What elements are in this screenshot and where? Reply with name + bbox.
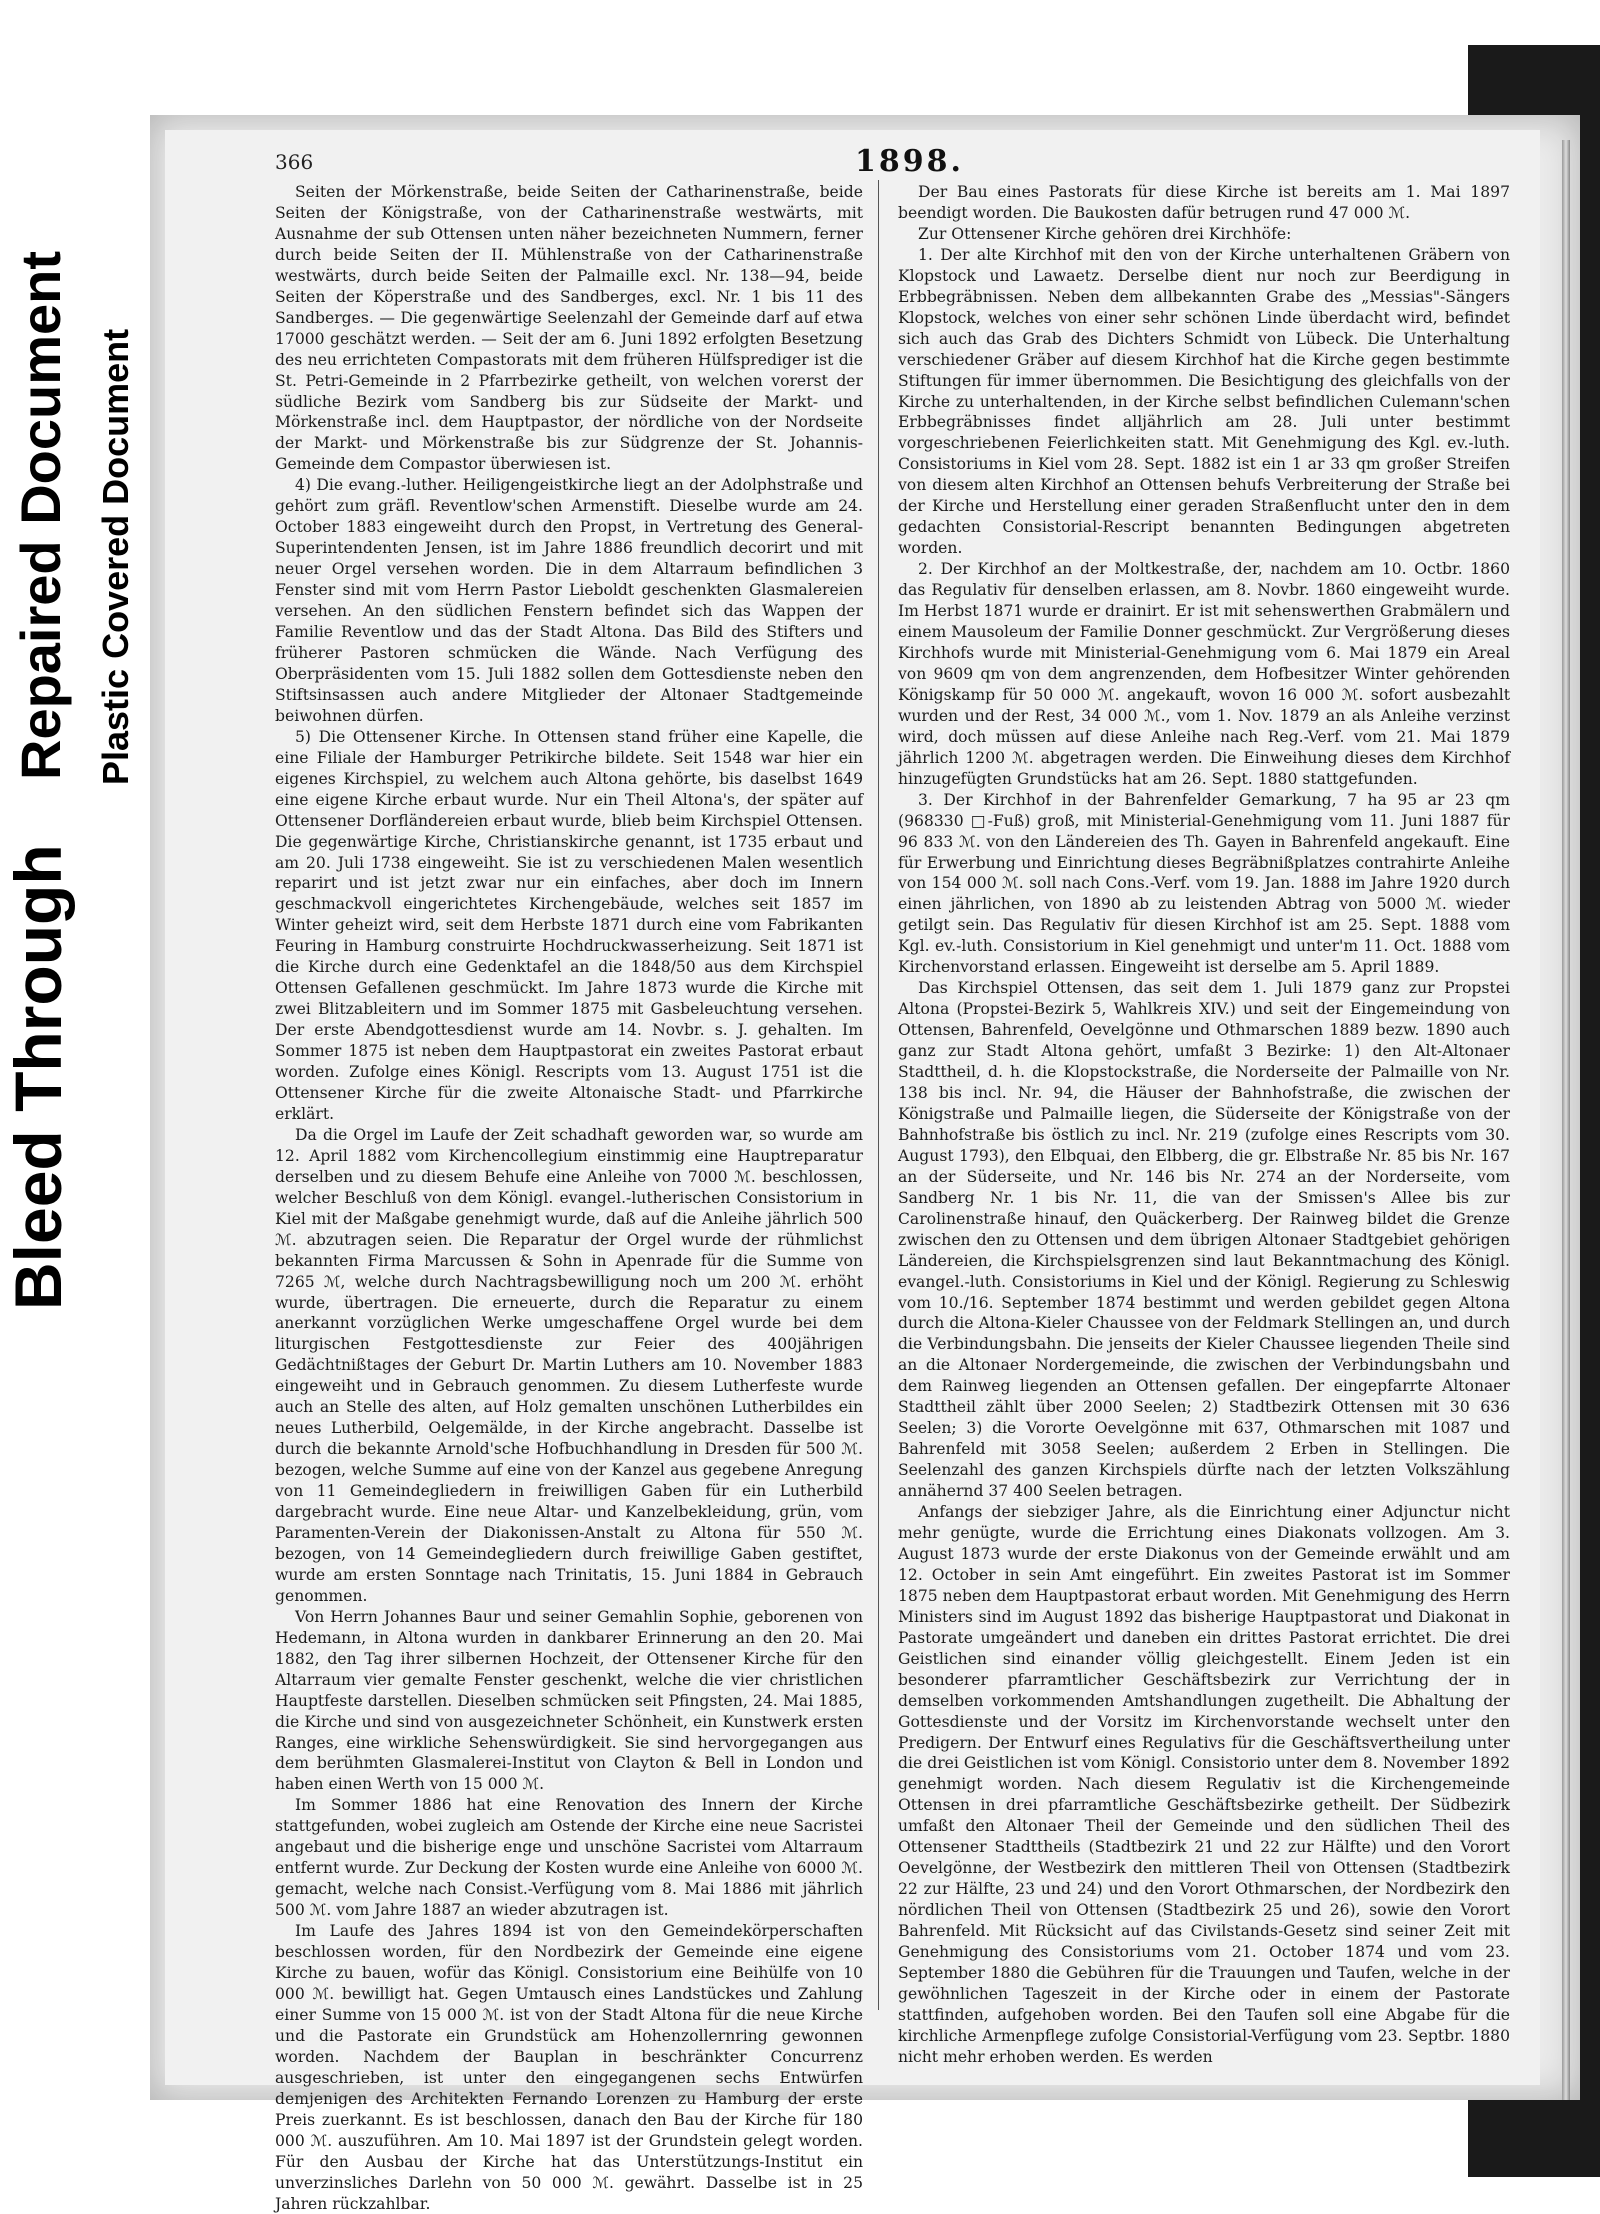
text-column-right [898, 182, 1510, 2066]
paragraph: 3. Der Kirchhof in der Bahrenfelder Gemarkung, 7 ha 95 ar 23 qm (968330 □-Fuß) groß, mit Ministerial-Genehmigung vom 11. Juni 1887 für 96 833 ℳ. von den Ländereien des Th. Gayen in Bahrenfeld angekauft. Eine für Erwerbung und Einrichtung dieses Begräbnißplatzes contrahirte Anleihe von 154 000 ℳ. soll nach Cons.-Verf. vom 19. Jan. 1888 im Jahre 1920 durch einen jährlichen, von 1890 ab zu leistenden Abtrag von 5000 ℳ. wieder getilgt sein. Das Regulativ für diesen Kirchhof ist am 25. Sept. 1888 vom Kgl. ev.-luth. Consistorium in Kiel genehmigt und unter'm 11. Oct. 1888 vom Kirchenvorstand erlassen. Eingeweiht ist derselbe am 5. April 1889. [898, 790, 1510, 977]
paragraph: 2. Der Kirchhof an der Moltkestraße, der, nachdem am 10. Octbr. 1860 das Regulativ für denselben erlassen, am 8. Novbr. 1860 eingeweiht wurde. Im Herbst 1871 wurde er drainirt. Er ist mit sehenswerthen Grabmälern und einem Mausoleum der Familie Donner geschmückt. Zur Vergrößerung dieses Kirchhofs wurde mit Ministerial-Genehmigung vom 6. Mai 1879 ein Areal von 9609 qm von dem angrenzenden, dem Hofbesitzer Winter gehörenden Königskamp für 50 000 ℳ. angekauft, wovon 16 000 ℳ. sofort ausbezahlt wurden und der Rest, 34 000 ℳ., vom 1. Nov. 1879 an als Anleihe verzinst wird, doch müssen auf diese Anleihe nach Reg.-Verf. vom 21. Mai 1879 jährlich 1200 ℳ. abgetragen werden. Die Einweihung dieses dem Kirchhof hinzugefügten Grundstücks hat am 26. Sept. 1880 stattgefunden. [898, 560, 1510, 788]
paragraph: 4) Die evang.-luther. Heiligengeistkirche liegt an der Adolphstraße und gehört zum gräfl. Reventlow'schen Armenstift. Dieselbe wurde am 24. October 1883 eingeweiht durch den Propst, in Vertretung des General-Superintendenten Jensen, ist im Jahre 1886 freundlich decorirt und mit neuer Orgel versehen worden. Die in dem Altarraum befindlichen 3 Fenster sind mit vom Herrn Pastor Lieboldt geschenkten Glasmalereien versehen. An den südlichen Fenstern befindet sich das Wappen der Familie Reventlow und das der Stadt Altona. Das Bild des Stifters und früherer Pastoren schmücken die Wände. Nach Verfügung des Oberpräsidenten vom 15. Juli 1882 sollen dem Gottesdienste neben den Stiftsinsassen auch andere Mitglieder der Altonaer Stadtgemeinde beiwohnen dürfen. [275, 476, 863, 725]
paragraph: Im Laufe des Jahres 1894 ist von den Gemeindekörperschaften beschlossen worden, für den Nordbezirk der Gemeinde eine eigene Kirche zu bauen, wofür das Königl. Consistorium eine Beihülfe von 10 000 ℳ. bewilligt hat. Gegen Umtausch eines Landstückes und Zahlung einer Summe von 15 000 ℳ. ist von der Stadt Altona für die neue Kirche und die Pastorate ein Grundstück am Hohenzollernring gewonnen worden. Nachdem der Bauplan in beschränkter Concurrenz ausgeschrieben, ist unter den eingegangenen sechs Entwürfen demjenigen des Architekten Fernando Lorenzen zu Hamburg der erste Preis zuerkannt. Es ist beschlossen, danach den Bau der Kirche für 180 000 ℳ. auszuführen. Am 10. Mai 1897 ist der Grundstein gelegt worden. Für den Ausbau der Kirche hat das Unterstützungs-Institut ein unverzinsliches Darlehn von 50 000 ℳ. gewährt. Dasselbe ist in 25 Jahren rückzahlbar. [275, 1922, 863, 2213]
paragraph: Das Kirchspiel Ottensen, das seit dem 1. Juli 1879 ganz zur Propstei Altona (Propstei-Bezirk 5, Wahlkreis XIV.) und seit der Eingemeindung von Ottensen, Bahrenfeld, Oevelgönne und Othmarschen 1889 bezw. 1890 auch ganz zur Stadt Altona gehört, umfaßt 3 Bezirke: 1) den Alt-Altonaer Stadttheil, d. h. die Klopstockstraße, die Norderseite der Palmaille von Nr. 138 bis incl. Nr. 94, die Häuser der Bahnhofstraße, die zwischen der Königstraße und Palmaille liegen, die Süderseite der Königstraße von der Bahnhofstraße bis östlich zu incl. Nr. 219 (zufolge eines Rescripts vom 30. August 1793), den Elbquai, den Elbberg, die gr. Elbstraße Nr. 85 bis Nr. 167 an der Süderseite, und Nr. 146 bis Nr. 274 an der Norderseite, vom Sandberg Nr. 1 bis Nr. 11, die van der Smissen's Allee bis zur Carolinenstraße hinauf, den Quäckerberg. Der Rainweg bildet die Grenze zwischen den zu Ottensen und dem übrigen Altonaer Stadtgebiet gehörigen Ländereien, die Kirchspielsgrenzen sind laut Bekanntmachung des Königl. evangel.-luth. Consistoriums in Kiel und der Königl. Regierung zu Schleswig vom 10./16. September 1874 bestimmt und werden gebildet gegen Altona durch die Altona-Kieler Chaussee von der Feldmark Stellingen an, und durch die Verbindungsbahn. Die jenseits der Kieler Chaussee liegenden Theile sind an die Altonaer Nordergemeinde, die zwischen der Verbindungsbahn und dem Rainweg liegenden an Ottensen gefallen. Der eingepfarrte Altonaer Stadttheil zählt über 2000 Seelen; 2) Stadtbezirk Ottensen mit 30 636 Seelen; 3) die Vororte Oevelgönne mit 637, Othmarschen mit 1087 und Bahrenfeld mit 3058 Seelen; außerdem 2 Erben in Stellingen. Die Seelenzahl des ganzen Kirchspiels dürfte nach der letzten Volkszählung annähernd 37 400 Seelen betragen. [898, 979, 1510, 1501]
paragraph: 5) Die Ottensener Kirche. In Ottensen stand früher eine Kapelle, die eine Filiale der Hamburger Petrikirche bildete. Seit 1548 war hier ein eigenes Kirchspiel, zu welchem auch Altona gehörte, bis daselbst 1649 eine eigene Kirche erbaut wurde. Nur ein Theil Altona's, der später auf Ottensener Dorfländereien erbaut wurde, blieb beim Kirchspiel Ottensen. Die gegenwärtige Kirche, Christianskirche genannt, ist 1735 erbaut und am 20. Juli 1738 eingeweiht. Sie ist zu verschiedenen Malen wesentlich reparirt und ist jetzt zwar nur ein einfaches, aber doch im Innern geschmackvoll eingerichtetes Kirchengebäude, welches seit 1857 im Winter geheizt wird, seit dem Herbste 1871 durch eine vom Fabrikanten Feuring in Hamburg construirte Hochdruckwasserheizung. Seit 1871 ist die Kirche durch eine Gedenktafel an die 1848/50 aus dem Kirchspiel Ottensen Gefallenen geschmückt. Im Jahre 1873 wurde die Kirche mit zwei Blitzableitern und im Sommer 1875 mit Gasbeleuchtung versehen. Der erste Abendgottesdienst wurde am 14. Novbr. s. J. gehalten. Im Sommer 1875 ist neben dem Hauptpastorat ein zweites Pastorat erbaut worden. Zufolge eines Königl. Rescripts vom 13. August 1751 ist die Ottensener Kirche für die zweite Altonaische Stadt- und Pfarrkirche erklärt. [275, 727, 863, 1123]
paragraph: Im Sommer 1886 hat eine Renovation des Innern der Kirche stattgefunden, wobei zugleich am Ostende der Kirche eine neue Sacristei angebaut und die bisherige enge und unschöne Sacristei vom Altarraum entfernt wurde. Zur Deckung der Kosten wurde eine Anleihe von 6000 ℳ. gemacht, welche nach Consist.-Verfügung vom 8. Mai 1886 mit jährlich 500 ℳ. vom Jahre 1887 an wieder abzutragen ist. [275, 1796, 863, 1920]
page-number: 366 [275, 150, 314, 174]
text-column-left [275, 182, 863, 2213]
plastic-covered-label: Plastic Covered Document [95, 328, 136, 785]
paragraph: Von Herrn Johannes Baur und seiner Gemahlin Sophie, geborenen von Hedemann, in Altona wurden in dankbarer Erinnerung an den 20. Mai 1882, den Tag ihrer silbernen Hochzeit, der Ottensener Kirche für den Altarraum vier gemalte Fenster geschenkt, welche die vier christlichen Hauptfeste darstellen. Dieselben schmücken seit Pfingsten, 24. Mai 1885, die Kirche und sind von ausgezeichneter Schönheit, ein Kunstwerk ersten Ranges, eine wirkliche Sehenswürdigkeit. Sie sind hervorgegangen aus dem berühmten Glasmalerei-Institut von Clayton & Bell in London und haben einen Werth von 15 000 ℳ. [275, 1607, 863, 1794]
paragraph: Seiten der Mörkenstraße, beide Seiten der Catharinenstraße, beide Seiten der Königstraße, von der Catharinenstraße westwärts, mit Ausnahme der sub Ottensen unten näher bezeichneten Nummern, ferner durch beide Seiten der II. Mühlenstraße von der Catharinenstraße westwärts, durch beide Seiten der Palmaille excl. Nr. 138—94, beide Seiten der Köperstraße und des Sandberges, excl. Nr. 1 bis 11 des Sandberges. — Die gegenwärtige Seelenzahl der Gemeinde darf auf etwa 17000 geschätzt werden. — Seit der am 6. Juni 1892 erfolgten Besetzung des neu errichteten Compastorats mit dem früheren Hülfsprediger ist die St. Petri-Gemeinde in 2 Pfarrbezirke getheilt, von welchen vorerst der südliche Bezirk vom Sandberg bis zur Südseite der Markt- und Mörkenstraße incl. dem Hauptpastor, der nördliche von der Nordseite der Markt- und Mörkenstraße bis zur Südgrenze der St. Johannis-Gemeinde dem Compastor überwiesen ist. [275, 183, 863, 474]
paragraph: Da die Orgel im Laufe der Zeit schadhaft geworden war, so wurde am 12. April 1882 vom Kirchencollegium einstimmig eine Hauptreparatur derselben und zu diesem Behufe eine Anleihe von 7000 ℳ. beschlossen, welcher Beschluß von dem Königl. evangel.-lutherischen Consistorium in Kiel mit der Maßgabe genehmigt wurde, daß auf die Anleihe jährlich 500 ℳ. abzutragen seien. Die Reparatur der Orgel wurde der rühmlichst bekannten Firma Marcussen & Sohn in Apenrade für die Summe von 7265 ℳ, welche durch Nachtragsbewilligung noch um 200 ℳ. erhöht wurde, übertragen. Die erneuerte, durch die Reparatur zu einem anerkannt vorzüglichen Werke umgeschaffene Orgel wurde bei dem liturgischen Festgottesdienste zur Feier des 400jährigen Gedächtnißtages der Geburt Dr. Martin Luthers am 10. November 1883 eingeweiht und in Gebrauch genommen. Zu diesem Lutherfeste wurde auch an Stelle des alten, auf Holz gemalten unschönen Lutherbildes ein neues Lutherbild, Oelgemälde, in der Kirche angebracht. Dasselbe ist durch die bekannte Arnold'sche Hofbuchhandlung in Dresden für 500 ℳ. bezogen, welche Summe auf eine von der Kanzel aus gegebene Anregung von 11 Gemeindegliedern in freiwilligen Gaben für ein Lutherbild dargebracht wurde. Eine neue Altar- und Kanzelbekleidung, grün, vom Paramenten-Verein der Diakonissen-Anstalt zu Altona für 550 ℳ. bezogen, von 14 Gemeindegliedern durch freiwillige Gaben gestiftet, wurde am ersten Sonntage nach Trinitatis, 15. Juni 1884 in Gebrauch genommen. [275, 1125, 863, 1605]
paragraph: 1. Der alte Kirchhof mit den von der Kirche unterhaltenen Gräbern von Klopstock und Lawaetz. Derselbe dient nur noch zur Beerdigung in Erbbegräbnissen. Neben dem allbekannten Grabe des „Messias"-Sängers Klopstock, welches von einer sehr schönen Linde überdacht wird, befindet sich auch das Grab des Dichters Schmidt von Lübeck. Die Unterhaltung verschiedener Gräber auf diesem Kirchhof hat die Kirche gegen bestimmte Stiftungen für immer übernommen. Die Besichtigung des gleichfalls von der Kirche zu unterhaltenden, in der Kirche selbst befindlichen Culemann'schen Erbbegräbnisses findet alljährlich am 28. Juli unter bestimmt vorgeschriebenen Feierlichkeiten statt. Mit Genehmigung des Kgl. ev.-luth. Consistoriums in Kiel vom 28. Sept. 1882 ist ein 1 ar 33 qm großer Streifen von diesem alten Kirchhof an Ottensen behufs Verbreiterung der Straße bei der Kirche und Herstellung einer geraden Straßenflucht unter den in dem gedachten Consistorial-Rescript benannten Bedingungen abgetreten worden. [898, 245, 1510, 558]
paragraph: Zur Ottensener Kirche gehören drei Kirchhöfe: [918, 224, 1292, 243]
paragraph: Der Bau eines Pastorats für diese Kirche ist bereits am 1. Mai 1897 beendigt worden. Die Baukosten dafür betrugen rund 47 000 ℳ. [898, 183, 1510, 222]
sheet-edge [1562, 140, 1570, 2100]
paragraph: Anfangs der siebziger Jahre, als die Einrichtung einer Adjunctur nicht mehr genügte, wurde die Errichtung eines Diakonats vollzogen. Am 3. August 1873 wurde der erste Diakonus von der Gemeinde erwählt und am 12. October in sein Amt eingeführt. Ein zweites Pastorat ist im Sommer 1875 neben dem Hauptpastorat erbaut worden. Mit Genehmigung des Herrn Ministers sind im August 1892 das bisherige Hauptpastorat und Diakonat in Pastorate umgeändert und daneben ein drittes Pastorat errichtet. Die drei Geistlichen sind einander völlig gleichgestellt. Einem Jeden ist ein besonderer pfarramtlicher Geschäftsbezirk zur Verrichtung der in demselben vorkommenden Amtshandlungen zugetheilt. Die Abhaltung der Gottesdienste und der Vorsitz im Kirchenvorstande wechselt unter den Predigern. Der Entwurf eines Regulativs für die Geschäftsvertheilung unter die drei Geistlichen ist vom Königl. Consistorio unter dem 8. November 1892 genehmigt worden. Nach diesem Regulativ ist die Kirchengemeinde Ottensen in drei pfarramtliche Geschäftsbezirke getheilt. Der Südbezirk umfaßt den Altonaer Theil der Gemeinde und den südlichen Theil des Ottensener Stadttheils (Stadtbezirk 21 und 22 zur Hälfte) und den Vorort Oevelgönne, der Westbezirk den mittleren Theil von Ottensen (Stadtbezirk 22 zur Hälfte, 23 und 24) und den Vorort Othmarschen, der Nordbezirk den nördlichen Theil von Ottensen (Stadtbezirk 25 und 26), sowie den Vorort Bahrenfeld. Mit Rücksicht auf das Civilstands-Gesetz sind seiner Zeit mit Genehmigung des Consistoriums vom 21. October 1874 und vom 23. September 1880 die Gebühren für die Trauungen und Taufen, welche in der gewöhnlichen Tageszeit in der Kirche oder in einem der Pastorate stattfinden, aufgehoben worden. Bei den Taufen soll eine Abgabe für die kirchliche Armenpflege zufolge Consistorial-Verfügung vom 23. Septbr. 1880 nicht mehr erhoben werden. Es werden [898, 1503, 1510, 2066]
bleed-through-label: Bleed Through [1, 844, 75, 1310]
page-year: 1898. [855, 144, 964, 179]
repaired-document-label: Repaired Document [9, 251, 72, 780]
column-divider [878, 180, 879, 2010]
